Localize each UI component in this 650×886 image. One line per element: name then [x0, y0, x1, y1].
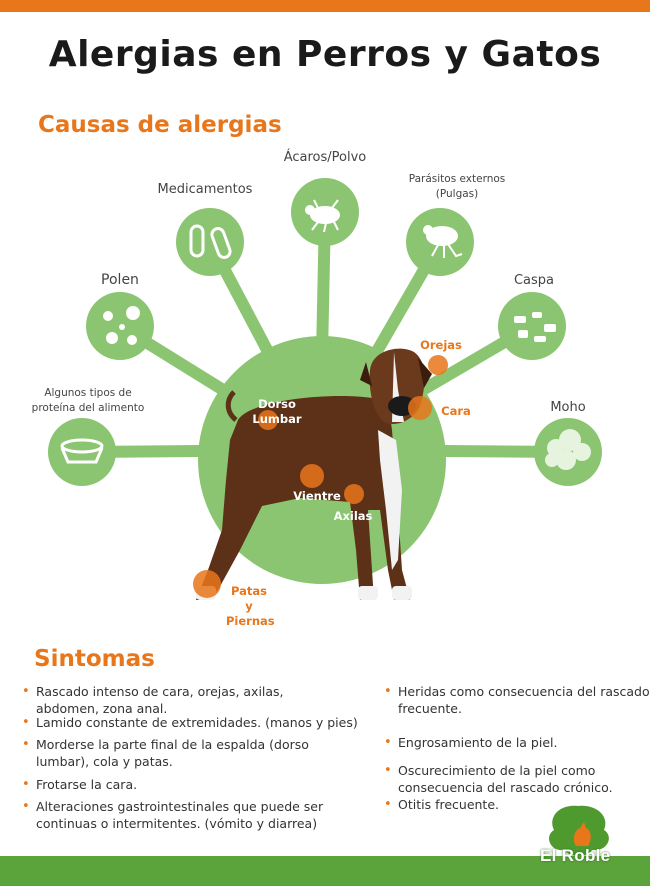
symptom-right-1: • Heridas como consecuencia del rascado frecuente. [384, 684, 650, 716]
body-label-orejas: Orejas [420, 338, 462, 352]
body-label-cara: Cara [441, 404, 471, 418]
body-label-axilas: Axilas [333, 509, 373, 523]
cause-label-mites: Ácaros/Polvo [283, 150, 367, 165]
marker-vientre [300, 464, 324, 488]
cause-label-flea: Parásitos externos (Pulgas) [408, 173, 506, 200]
cause-label-pollen: Polen [101, 272, 139, 288]
symptoms-heading: Sintomas [34, 646, 155, 672]
cause-label-dandruff: Caspa [513, 273, 555, 288]
symptom-right-4: • Otitis frecuente. [384, 797, 500, 812]
body-label-dorso: Dorso Lumbar [252, 397, 302, 426]
marker-orejas [428, 355, 448, 375]
causes-diagram [0, 130, 650, 640]
marker-patas [193, 570, 221, 598]
causes-heading: Causas de alergias [38, 112, 282, 138]
page-title: Alergias en Perros y Gatos [48, 34, 602, 75]
body-label-vientre: Vientre [293, 489, 341, 503]
symptom-left-2: • Lamido constante de extremidades. (manos y pies) [22, 715, 358, 730]
cause-label-food: Algunos tipos de proteína del alimento [31, 387, 145, 414]
symptom-right-2: • Engrosamiento de la piel. [384, 735, 558, 750]
symptom-left-5: • Alteraciones gastrointestinales que puede ser continuas o intermitentes. (vómito y diarrea) [22, 799, 324, 831]
top-accent-bar [0, 0, 650, 12]
marker-cara [408, 396, 432, 420]
meds-circle [176, 208, 244, 276]
logo-text: El Roble [540, 846, 611, 865]
symptom-left-3: • Morderse la parte final de la espalda (dorso lumbar), cola y patas. [22, 737, 309, 769]
marker-axilas [344, 484, 364, 504]
cause-label-meds: Medicamentos [157, 182, 253, 197]
symptom-right-3: • Oscurecimiento de la piel como consecuencia del rascado crónico. [384, 763, 613, 795]
symptom-left-4: • Frotarse la cara. [22, 777, 138, 792]
symptom-left-1: • Rascado intenso de cara, orejas, axilas, abdomen, zona anal. [22, 684, 284, 716]
body-label-patas: Patas y Piernas [226, 584, 275, 628]
cause-label-mold: Moho [550, 400, 586, 415]
